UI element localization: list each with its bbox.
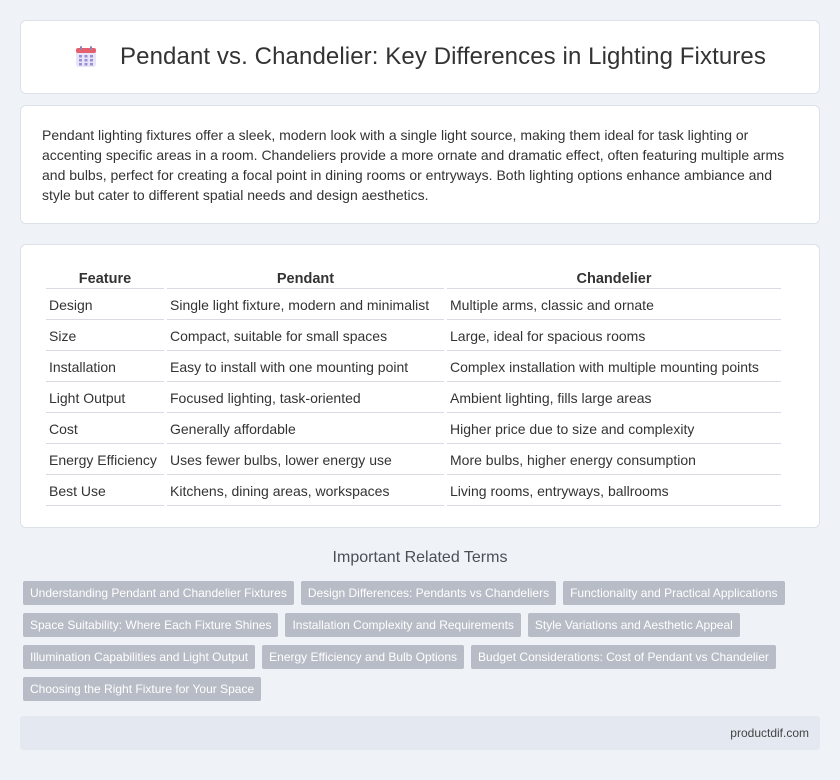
- cell-chandelier: Higher price due to size and complexity: [447, 415, 781, 444]
- cell-pendant: Focused lighting, task-oriented: [167, 384, 444, 413]
- cell-feature: Energy Efficiency: [46, 446, 164, 475]
- related-terms-title: Important Related Terms: [332, 549, 508, 566]
- header-pendant: Pendant: [167, 268, 444, 289]
- header-chandelier: Chandelier: [447, 268, 781, 289]
- cell-feature: Best Use: [46, 477, 164, 506]
- related-tag[interactable]: Budget Considerations: Cost of Pendant vs Chandelier: [471, 645, 776, 669]
- related-tag[interactable]: Understanding Pendant and Chandelier Fixtures: [23, 581, 294, 605]
- intro-card: [20, 105, 820, 224]
- cell-chandelier: Ambient lighting, fills large areas: [447, 384, 781, 413]
- related-tag[interactable]: Installation Complexity and Requirements: [285, 613, 520, 637]
- table-row: [46, 446, 781, 475]
- comparison-table: [43, 266, 784, 508]
- related-tag[interactable]: Design Differences: Pendants vs Chandeliers: [301, 581, 556, 605]
- cell-pendant: Kitchens, dining areas, workspaces: [167, 477, 444, 506]
- related-tag[interactable]: Space Suitability: Where Each Fixture Shines: [23, 613, 278, 637]
- table-row: [46, 353, 781, 382]
- calendar-icon: [74, 45, 98, 69]
- table-row: [46, 415, 781, 444]
- related-tag[interactable]: Functionality and Practical Applications: [563, 581, 784, 605]
- cell-feature: Design: [46, 291, 164, 320]
- cell-feature: Light Output: [46, 384, 164, 413]
- title-wrap: [74, 43, 766, 71]
- related-tag[interactable]: Style Variations and Aesthetic Appeal: [528, 613, 740, 637]
- table-row: [46, 384, 781, 413]
- cell-pendant: Compact, suitable for small spaces: [167, 322, 444, 351]
- table-row: [46, 322, 781, 351]
- cell-pendant: Uses fewer bulbs, lower energy use: [167, 446, 444, 475]
- header-card: [20, 20, 820, 94]
- cell-chandelier: More bulbs, higher energy consumption: [447, 446, 781, 475]
- intro-paragraph: Pendant lighting fixtures offer a sleek, modern look with a single light source, making them ideal for task lighting or accenting specific areas in a room. Chandeliers provide a more ornate and dramatic effect, often featuring multiple arms and bulbs, perfect for creating a focal point in dining rooms or entryways. Both lighting options enhance ambiance and style but cater to different spatial needs and design aesthetics.: [42, 127, 785, 203]
- comparison-table-card: [20, 244, 820, 528]
- cell-pendant: Single light fixture, modern and minimalist: [167, 291, 444, 320]
- cell-chandelier: Multiple arms, classic and ornate: [447, 291, 781, 320]
- cell-feature: Size: [46, 322, 164, 351]
- cell-chandelier: Living rooms, entryways, ballrooms: [447, 477, 781, 506]
- footer-bar: [20, 716, 820, 750]
- table-row: [46, 477, 781, 506]
- related-tag[interactable]: Illumination Capabilities and Light Output: [23, 645, 255, 669]
- cell-pendant: Generally affordable: [167, 415, 444, 444]
- cell-chandelier: Complex installation with multiple mounting points: [447, 353, 781, 382]
- related-tag[interactable]: Energy Efficiency and Bulb Options: [262, 645, 464, 669]
- table-header-row: [46, 268, 781, 289]
- header-feature: Feature: [46, 268, 164, 289]
- page-title: Pendant vs. Chandelier: Key Differences in Lighting Fixtures: [120, 43, 766, 70]
- cell-feature: Cost: [46, 415, 164, 444]
- cell-pendant: Easy to install with one mounting point: [167, 353, 444, 382]
- table-row: [46, 291, 781, 320]
- related-tag[interactable]: Choosing the Right Fixture for Your Space: [23, 677, 261, 701]
- related-tags: [23, 581, 803, 701]
- footer-site-name[interactable]: productdif.com: [730, 726, 809, 740]
- cell-chandelier: Large, ideal for spacious rooms: [447, 322, 781, 351]
- cell-feature: Installation: [46, 353, 164, 382]
